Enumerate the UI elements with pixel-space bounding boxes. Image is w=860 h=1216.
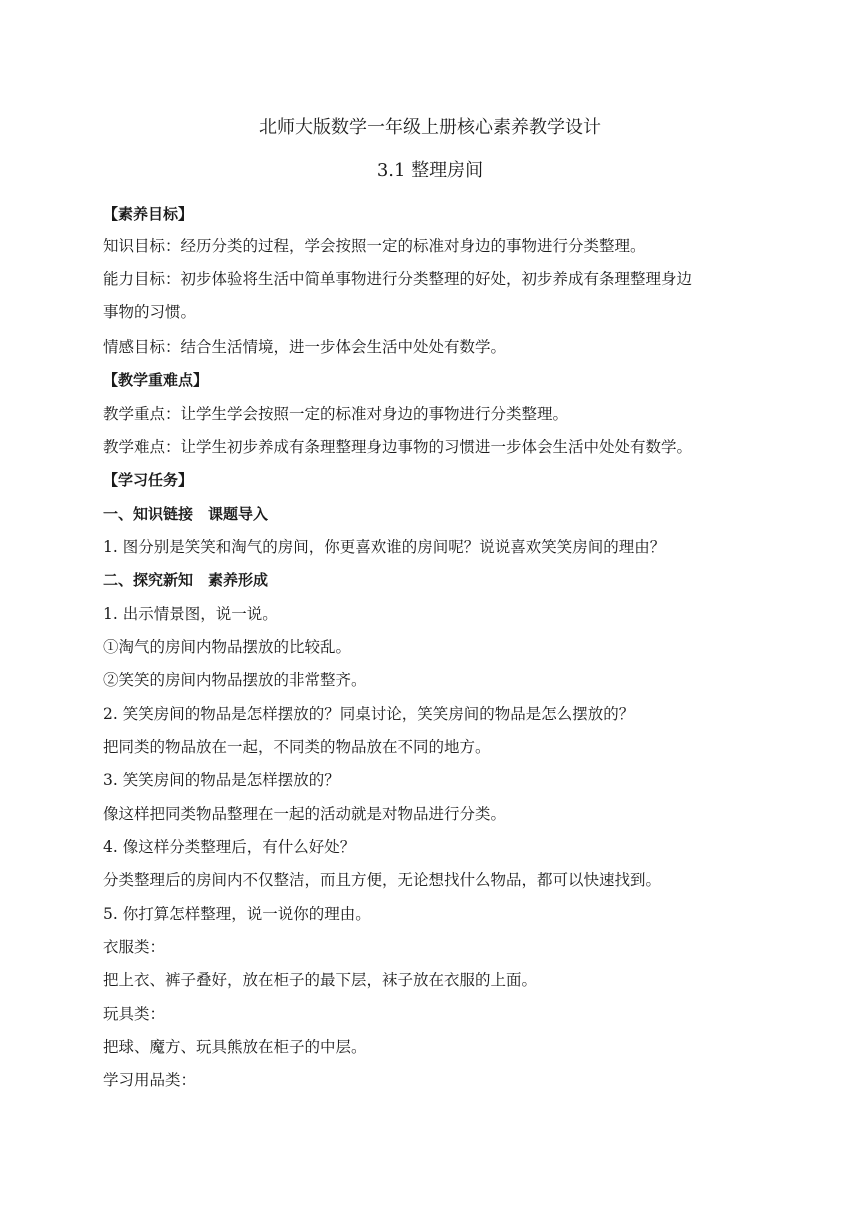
text-line: 情感目标：结合生活情境，进一步体会生活中处处有数学。: [103, 338, 507, 356]
text-line: 教学难点：让学生初步养成有条理整理身边事物的习惯进一步体会生活中处处有数学。: [103, 438, 693, 456]
text-line: 能力目标：初步体验将生活中简单事物进行分类整理的好处，初步养成有条理整理身边: [103, 270, 693, 288]
subheading-explore: 二、探究新知 素养形成: [103, 571, 269, 589]
text-line: 知识目标：经历分类的过程，学会按照一定的标准对身边的事物进行分类整理。: [103, 237, 646, 255]
section-heading-tasks: 【学习任务】: [103, 471, 194, 489]
text-line: 1. 出示情景图，说一说。: [103, 605, 278, 623]
section-heading-objectives: 【素养目标】: [103, 205, 194, 223]
text-line: 4. 像这样分类整理后，有什么好处？: [103, 838, 356, 856]
text-line: 2. 笑笑房间的物品是怎样摆放的？同桌讨论，笑笑房间的物品是怎么摆放的？: [103, 705, 635, 723]
text-line: 把上衣、裤子叠好，放在柜子的最下层，袜子放在衣服的上面。: [103, 971, 538, 989]
text-line: 学习用品类：: [103, 1071, 197, 1089]
subheading-knowledge-link: 一、知识链接 课题导入: [103, 505, 269, 523]
text-line: ②笑笑的房间内物品摆放的非常整齐。: [103, 671, 367, 689]
text-line: 事物的习惯。: [103, 303, 197, 321]
text-line: 教学重点：让学生学会按照一定的标准对身边的事物进行分类整理。: [103, 405, 569, 423]
section-heading-key-points: 【教学重难点】: [103, 371, 209, 389]
lesson-subtitle: 3.1 整理房间: [376, 160, 484, 181]
document-title: 北师大版数学一年级上册核心素养教学设计: [259, 117, 601, 138]
text-line: 衣服类：: [103, 938, 166, 956]
text-line: 玩具类：: [103, 1005, 166, 1023]
text-line: 分类整理后的房间内不仅整洁，而且方便，无论想找什么物品，都可以快速找到。: [103, 871, 662, 889]
text-line: 1. 图分别是笑笑和淘气的房间，你更喜欢谁的房间呢？说说喜欢笑笑房间的理由？: [103, 538, 666, 556]
text-line: 把球、魔方、玩具熊放在柜子的中层。: [103, 1038, 367, 1056]
text-line: 把同类的物品放在一起，不同类的物品放在不同的地方。: [103, 738, 491, 756]
text-line: 3. 笑笑房间的物品是怎样摆放的？: [103, 771, 340, 789]
text-line: 5. 你打算怎样整理，说一说你的理由。: [103, 905, 371, 923]
text-line: 像这样把同类物品整理在一起的活动就是对物品进行分类。: [103, 805, 507, 823]
text-line: ①淘气的房间内物品摆放的比较乱。: [103, 638, 352, 656]
